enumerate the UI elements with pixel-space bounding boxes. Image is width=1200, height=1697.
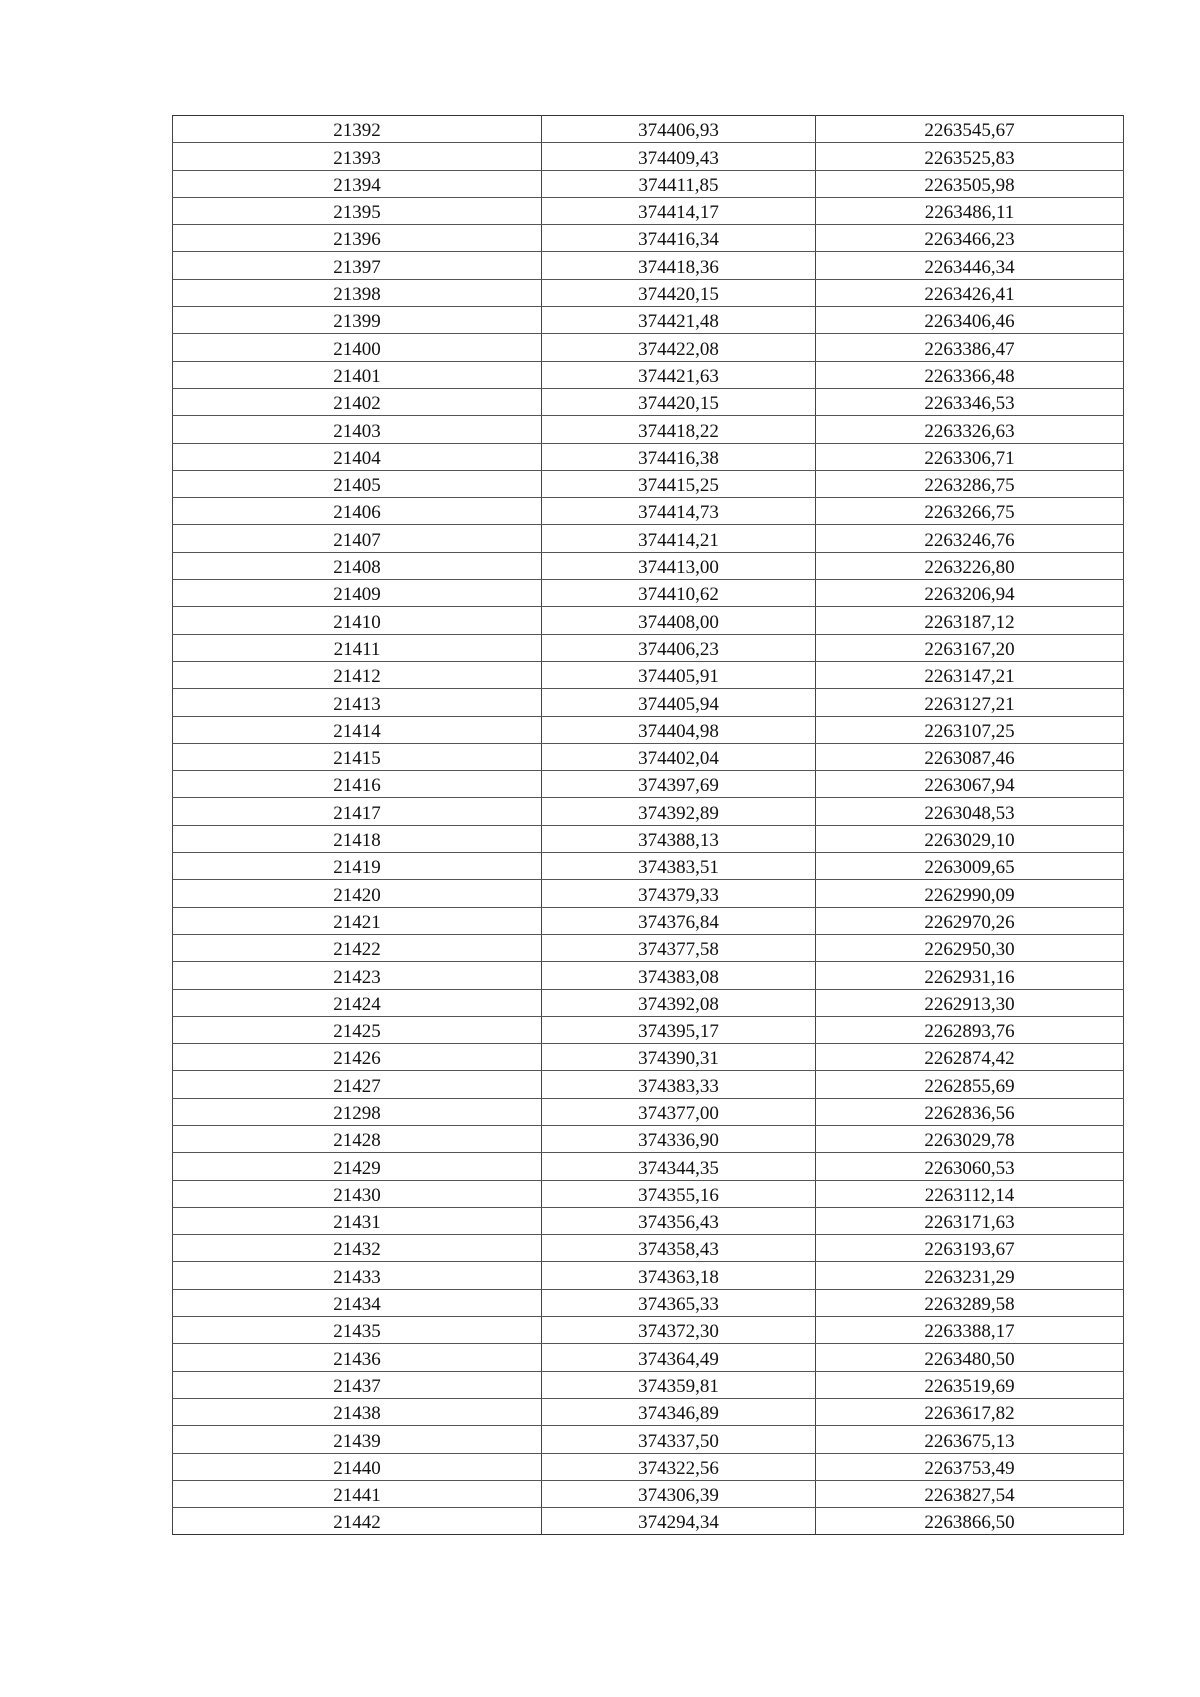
y-coordinate-cell: 2263226,80 bbox=[816, 552, 1124, 579]
point-number-cell: 21421 bbox=[173, 907, 542, 934]
table-row bbox=[173, 1508, 1124, 1535]
point-number-cell: 21437 bbox=[173, 1371, 542, 1398]
y-coordinate-cell: 2263067,94 bbox=[816, 771, 1124, 798]
table-row bbox=[173, 498, 1124, 525]
table-row bbox=[173, 143, 1124, 170]
x-coordinate-cell: 374372,30 bbox=[542, 1317, 816, 1344]
y-coordinate-cell: 2263866,50 bbox=[816, 1508, 1124, 1535]
y-coordinate-cell: 2263048,53 bbox=[816, 798, 1124, 825]
y-coordinate-cell: 2263266,75 bbox=[816, 498, 1124, 525]
point-number-cell: 21441 bbox=[173, 1480, 542, 1507]
y-coordinate-cell: 2263060,53 bbox=[816, 1153, 1124, 1180]
point-number-cell: 21398 bbox=[173, 279, 542, 306]
point-number-cell: 21406 bbox=[173, 498, 542, 525]
x-coordinate-cell: 374397,69 bbox=[542, 771, 816, 798]
y-coordinate-cell: 2263326,63 bbox=[816, 416, 1124, 443]
x-coordinate-cell: 374376,84 bbox=[542, 907, 816, 934]
table-row bbox=[173, 634, 1124, 661]
x-coordinate-cell: 374415,25 bbox=[542, 470, 816, 497]
y-coordinate-cell: 2263519,69 bbox=[816, 1371, 1124, 1398]
table-row bbox=[173, 170, 1124, 197]
y-coordinate-cell: 2263525,83 bbox=[816, 143, 1124, 170]
table-row bbox=[173, 743, 1124, 770]
point-number-cell: 21429 bbox=[173, 1153, 542, 1180]
table-row bbox=[173, 880, 1124, 907]
y-coordinate-cell: 2263306,71 bbox=[816, 443, 1124, 470]
table-row bbox=[173, 798, 1124, 825]
x-coordinate-cell: 374413,00 bbox=[542, 552, 816, 579]
x-coordinate-cell: 374422,08 bbox=[542, 334, 816, 361]
point-number-cell: 21431 bbox=[173, 1207, 542, 1234]
table-row bbox=[173, 225, 1124, 252]
point-number-cell: 21430 bbox=[173, 1180, 542, 1207]
x-coordinate-cell: 374355,16 bbox=[542, 1180, 816, 1207]
y-coordinate-cell: 2263366,48 bbox=[816, 361, 1124, 388]
table-row bbox=[173, 771, 1124, 798]
x-coordinate-cell: 374322,56 bbox=[542, 1453, 816, 1480]
table-row bbox=[173, 1426, 1124, 1453]
y-coordinate-cell: 2263171,63 bbox=[816, 1207, 1124, 1234]
point-number-cell: 21298 bbox=[173, 1098, 542, 1125]
point-number-cell: 21403 bbox=[173, 416, 542, 443]
table-row bbox=[173, 470, 1124, 497]
x-coordinate-cell: 374416,34 bbox=[542, 225, 816, 252]
y-coordinate-cell: 2262893,76 bbox=[816, 1016, 1124, 1043]
x-coordinate-cell: 374406,93 bbox=[542, 116, 816, 143]
point-number-cell: 21420 bbox=[173, 880, 542, 907]
point-number-cell: 21396 bbox=[173, 225, 542, 252]
table-row bbox=[173, 1453, 1124, 1480]
x-coordinate-cell: 374411,85 bbox=[542, 170, 816, 197]
x-coordinate-cell: 374414,21 bbox=[542, 525, 816, 552]
x-coordinate-cell: 374383,33 bbox=[542, 1071, 816, 1098]
point-number-cell: 21423 bbox=[173, 962, 542, 989]
x-coordinate-cell: 374364,49 bbox=[542, 1344, 816, 1371]
point-number-cell: 21427 bbox=[173, 1071, 542, 1098]
table-row bbox=[173, 307, 1124, 334]
point-number-cell: 21426 bbox=[173, 1044, 542, 1071]
x-coordinate-cell: 374406,23 bbox=[542, 634, 816, 661]
point-number-cell: 21434 bbox=[173, 1289, 542, 1316]
x-coordinate-cell: 374379,33 bbox=[542, 880, 816, 907]
x-coordinate-cell: 374408,00 bbox=[542, 607, 816, 634]
table-row bbox=[173, 716, 1124, 743]
x-coordinate-cell: 374346,89 bbox=[542, 1398, 816, 1425]
table-row bbox=[173, 825, 1124, 852]
x-coordinate-cell: 374420,15 bbox=[542, 388, 816, 415]
table-row bbox=[173, 989, 1124, 1016]
point-number-cell: 21397 bbox=[173, 252, 542, 279]
x-coordinate-cell: 374383,08 bbox=[542, 962, 816, 989]
x-coordinate-cell: 374418,36 bbox=[542, 252, 816, 279]
point-number-cell: 21399 bbox=[173, 307, 542, 334]
y-coordinate-cell: 2262913,30 bbox=[816, 989, 1124, 1016]
x-coordinate-cell: 374359,81 bbox=[542, 1371, 816, 1398]
table-row bbox=[173, 1125, 1124, 1152]
table-row bbox=[173, 197, 1124, 224]
table-row bbox=[173, 525, 1124, 552]
table-row bbox=[173, 607, 1124, 634]
x-coordinate-cell: 374294,34 bbox=[542, 1508, 816, 1535]
table-row bbox=[173, 361, 1124, 388]
table-row bbox=[173, 1071, 1124, 1098]
x-coordinate-cell: 374421,48 bbox=[542, 307, 816, 334]
table-row bbox=[173, 1180, 1124, 1207]
table-row bbox=[173, 334, 1124, 361]
y-coordinate-cell: 2263505,98 bbox=[816, 170, 1124, 197]
table-row bbox=[173, 279, 1124, 306]
table-row bbox=[173, 1398, 1124, 1425]
y-coordinate-cell: 2262931,16 bbox=[816, 962, 1124, 989]
y-coordinate-cell: 2263466,23 bbox=[816, 225, 1124, 252]
table-row bbox=[173, 853, 1124, 880]
point-number-cell: 21422 bbox=[173, 934, 542, 961]
y-coordinate-cell: 2263029,10 bbox=[816, 825, 1124, 852]
point-number-cell: 21416 bbox=[173, 771, 542, 798]
y-coordinate-cell: 2262970,26 bbox=[816, 907, 1124, 934]
table-row bbox=[173, 1480, 1124, 1507]
table-row bbox=[173, 580, 1124, 607]
y-coordinate-cell: 2263187,12 bbox=[816, 607, 1124, 634]
x-coordinate-cell: 374390,31 bbox=[542, 1044, 816, 1071]
table-row bbox=[173, 388, 1124, 415]
point-number-cell: 21428 bbox=[173, 1125, 542, 1152]
x-coordinate-cell: 374414,73 bbox=[542, 498, 816, 525]
y-coordinate-cell: 2262874,42 bbox=[816, 1044, 1124, 1071]
point-number-cell: 21442 bbox=[173, 1508, 542, 1535]
point-number-cell: 21401 bbox=[173, 361, 542, 388]
y-coordinate-cell: 2262836,56 bbox=[816, 1098, 1124, 1125]
y-coordinate-cell: 2263446,34 bbox=[816, 252, 1124, 279]
x-coordinate-cell: 374404,98 bbox=[542, 716, 816, 743]
x-coordinate-cell: 374420,15 bbox=[542, 279, 816, 306]
table-row bbox=[173, 1153, 1124, 1180]
y-coordinate-cell: 2263112,14 bbox=[816, 1180, 1124, 1207]
x-coordinate-cell: 374377,58 bbox=[542, 934, 816, 961]
point-number-cell: 21392 bbox=[173, 116, 542, 143]
y-coordinate-cell: 2263827,54 bbox=[816, 1480, 1124, 1507]
table-row bbox=[173, 962, 1124, 989]
point-number-cell: 21425 bbox=[173, 1016, 542, 1043]
y-coordinate-cell: 2263286,75 bbox=[816, 470, 1124, 497]
x-coordinate-cell: 374392,89 bbox=[542, 798, 816, 825]
point-number-cell: 21440 bbox=[173, 1453, 542, 1480]
point-number-cell: 21402 bbox=[173, 388, 542, 415]
y-coordinate-cell: 2263753,49 bbox=[816, 1453, 1124, 1480]
table-row bbox=[173, 661, 1124, 688]
y-coordinate-cell: 2262990,09 bbox=[816, 880, 1124, 907]
y-coordinate-cell: 2263486,11 bbox=[816, 197, 1124, 224]
point-number-cell: 21407 bbox=[173, 525, 542, 552]
x-coordinate-cell: 374392,08 bbox=[542, 989, 816, 1016]
table-row bbox=[173, 116, 1124, 143]
table-row bbox=[173, 552, 1124, 579]
point-number-cell: 21408 bbox=[173, 552, 542, 579]
y-coordinate-cell: 2263206,94 bbox=[816, 580, 1124, 607]
x-coordinate-cell: 374414,17 bbox=[542, 197, 816, 224]
y-coordinate-cell: 2263231,29 bbox=[816, 1262, 1124, 1289]
point-number-cell: 21414 bbox=[173, 716, 542, 743]
table-row bbox=[173, 1044, 1124, 1071]
y-coordinate-cell: 2262855,69 bbox=[816, 1071, 1124, 1098]
point-number-cell: 21424 bbox=[173, 989, 542, 1016]
x-coordinate-cell: 374336,90 bbox=[542, 1125, 816, 1152]
y-coordinate-cell: 2263127,21 bbox=[816, 689, 1124, 716]
table-row bbox=[173, 1016, 1124, 1043]
y-coordinate-cell: 2263009,65 bbox=[816, 853, 1124, 880]
y-coordinate-cell: 2263617,82 bbox=[816, 1398, 1124, 1425]
y-coordinate-cell: 2262950,30 bbox=[816, 934, 1124, 961]
point-number-cell: 21410 bbox=[173, 607, 542, 634]
y-coordinate-cell: 2263087,46 bbox=[816, 743, 1124, 770]
point-number-cell: 21411 bbox=[173, 634, 542, 661]
x-coordinate-cell: 374383,51 bbox=[542, 853, 816, 880]
point-number-cell: 21400 bbox=[173, 334, 542, 361]
point-number-cell: 21438 bbox=[173, 1398, 542, 1425]
y-coordinate-cell: 2263246,76 bbox=[816, 525, 1124, 552]
point-number-cell: 21395 bbox=[173, 197, 542, 224]
table-row bbox=[173, 1207, 1124, 1234]
x-coordinate-cell: 374377,00 bbox=[542, 1098, 816, 1125]
table-row bbox=[173, 907, 1124, 934]
y-coordinate-cell: 2263346,53 bbox=[816, 388, 1124, 415]
point-number-cell: 21432 bbox=[173, 1235, 542, 1262]
table-row bbox=[173, 934, 1124, 961]
table-row bbox=[173, 443, 1124, 470]
y-coordinate-cell: 2263406,46 bbox=[816, 307, 1124, 334]
y-coordinate-cell: 2263480,50 bbox=[816, 1344, 1124, 1371]
table-row bbox=[173, 689, 1124, 716]
x-coordinate-cell: 374363,18 bbox=[542, 1262, 816, 1289]
table-row bbox=[173, 1289, 1124, 1316]
point-number-cell: 21419 bbox=[173, 853, 542, 880]
y-coordinate-cell: 2263388,17 bbox=[816, 1317, 1124, 1344]
x-coordinate-cell: 374405,91 bbox=[542, 661, 816, 688]
x-coordinate-cell: 374421,63 bbox=[542, 361, 816, 388]
y-coordinate-cell: 2263167,20 bbox=[816, 634, 1124, 661]
point-number-cell: 21413 bbox=[173, 689, 542, 716]
y-coordinate-cell: 2263426,41 bbox=[816, 279, 1124, 306]
point-number-cell: 21418 bbox=[173, 825, 542, 852]
table-row bbox=[173, 1344, 1124, 1371]
y-coordinate-cell: 2263029,78 bbox=[816, 1125, 1124, 1152]
coordinates-table bbox=[172, 115, 1124, 1535]
point-number-cell: 21412 bbox=[173, 661, 542, 688]
x-coordinate-cell: 374418,22 bbox=[542, 416, 816, 443]
table-row bbox=[173, 1371, 1124, 1398]
x-coordinate-cell: 374402,04 bbox=[542, 743, 816, 770]
y-coordinate-cell: 2263545,67 bbox=[816, 116, 1124, 143]
table-row bbox=[173, 252, 1124, 279]
point-number-cell: 21435 bbox=[173, 1317, 542, 1344]
x-coordinate-cell: 374344,35 bbox=[542, 1153, 816, 1180]
coordinates-table-body bbox=[173, 116, 1124, 1535]
x-coordinate-cell: 374337,50 bbox=[542, 1426, 816, 1453]
point-number-cell: 21405 bbox=[173, 470, 542, 497]
x-coordinate-cell: 374410,62 bbox=[542, 580, 816, 607]
x-coordinate-cell: 374409,43 bbox=[542, 143, 816, 170]
table-row bbox=[173, 1098, 1124, 1125]
point-number-cell: 21415 bbox=[173, 743, 542, 770]
y-coordinate-cell: 2263107,25 bbox=[816, 716, 1124, 743]
point-number-cell: 21436 bbox=[173, 1344, 542, 1371]
table-row bbox=[173, 1317, 1124, 1344]
point-number-cell: 21404 bbox=[173, 443, 542, 470]
table-row bbox=[173, 1235, 1124, 1262]
y-coordinate-cell: 2263289,58 bbox=[816, 1289, 1124, 1316]
y-coordinate-cell: 2263675,13 bbox=[816, 1426, 1124, 1453]
y-coordinate-cell: 2263193,67 bbox=[816, 1235, 1124, 1262]
point-number-cell: 21409 bbox=[173, 580, 542, 607]
x-coordinate-cell: 374356,43 bbox=[542, 1207, 816, 1234]
x-coordinate-cell: 374395,17 bbox=[542, 1016, 816, 1043]
x-coordinate-cell: 374358,43 bbox=[542, 1235, 816, 1262]
point-number-cell: 21394 bbox=[173, 170, 542, 197]
y-coordinate-cell: 2263147,21 bbox=[816, 661, 1124, 688]
point-number-cell: 21433 bbox=[173, 1262, 542, 1289]
table-row bbox=[173, 1262, 1124, 1289]
point-number-cell: 21417 bbox=[173, 798, 542, 825]
point-number-cell: 21439 bbox=[173, 1426, 542, 1453]
x-coordinate-cell: 374365,33 bbox=[542, 1289, 816, 1316]
y-coordinate-cell: 2263386,47 bbox=[816, 334, 1124, 361]
table-row bbox=[173, 416, 1124, 443]
x-coordinate-cell: 374405,94 bbox=[542, 689, 816, 716]
x-coordinate-cell: 374388,13 bbox=[542, 825, 816, 852]
x-coordinate-cell: 374306,39 bbox=[542, 1480, 816, 1507]
x-coordinate-cell: 374416,38 bbox=[542, 443, 816, 470]
point-number-cell: 21393 bbox=[173, 143, 542, 170]
